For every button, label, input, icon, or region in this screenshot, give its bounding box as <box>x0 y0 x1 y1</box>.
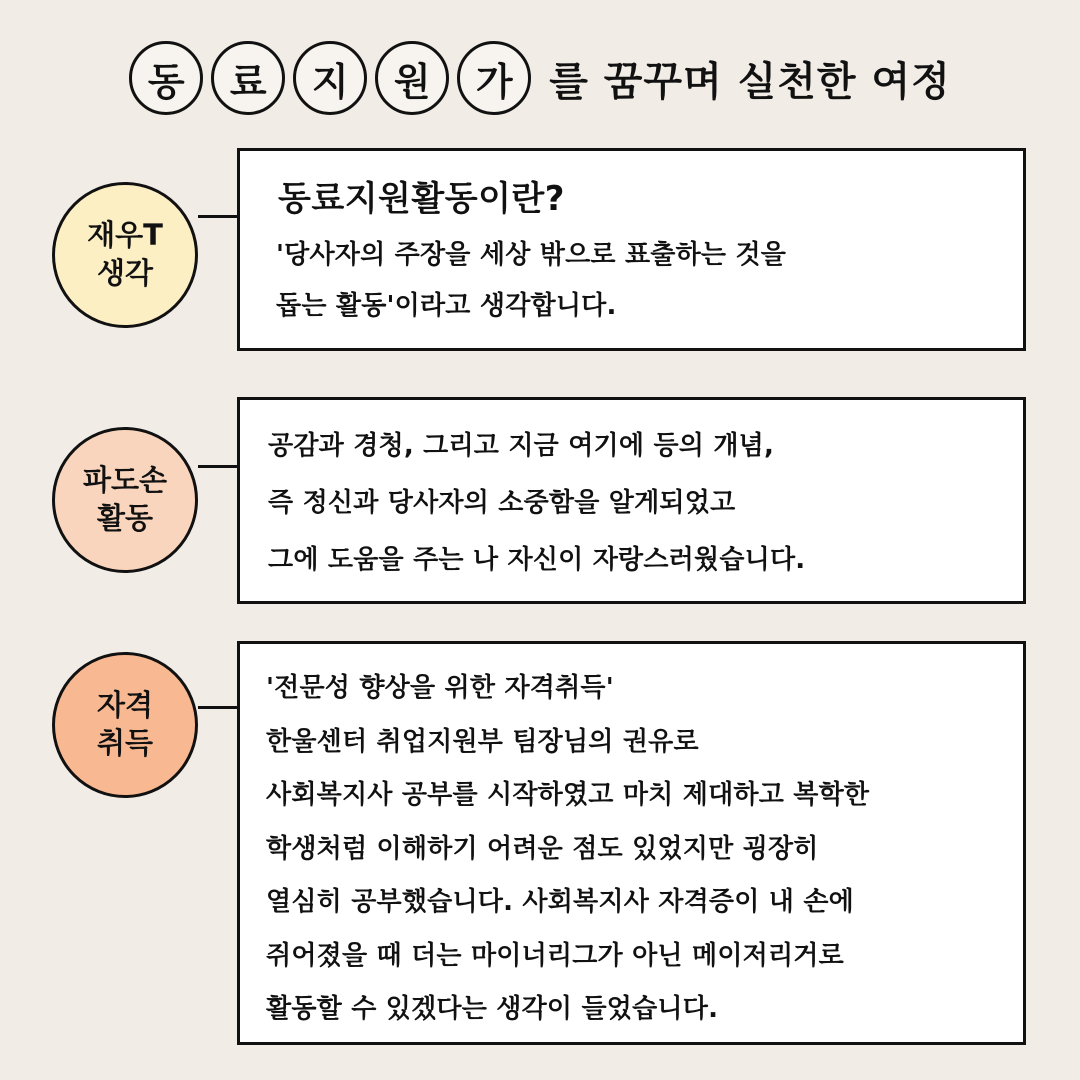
badge-line: 취득 <box>96 726 154 760</box>
connector-line <box>198 215 238 218</box>
body-line: 즉 정신과 당사자의 소중함을 알게되었고 <box>268 488 736 518</box>
title-circle-char: 지 <box>293 41 367 115</box>
title-circle-char: 동 <box>129 41 203 115</box>
badge-line: 활동 <box>96 501 154 535</box>
section-text-box <box>237 397 1026 604</box>
connector-line <box>198 706 238 709</box>
section-badge <box>52 182 198 328</box>
title-rest-text: 를 꿈꾸며 실천한 여정 <box>549 58 951 105</box>
title-circle-char: 료 <box>211 41 285 115</box>
badge-line: 재우T <box>87 218 163 253</box>
body-line: 한울센터 취업지원부 팀장님의 권유로 <box>266 726 699 757</box>
connector-line <box>198 465 238 468</box>
body-line: 돕는 활동'이라고 생각합니다. <box>276 291 617 321</box>
badge-line: 파도손 <box>82 463 168 498</box>
body-line: 학생처럼 이해하기 어려운 점도 있었지만 굉장히 <box>266 833 819 864</box>
body-line: 쥐어졌을 때 더는 마이너리그가 아닌 메이저리거로 <box>266 940 844 971</box>
section-body <box>266 662 1023 1037</box>
section-text-box <box>237 641 1026 1045</box>
body-line: 사회복지사 공부를 시작하였고 마치 제대하고 복학한 <box>266 780 870 810</box>
section-badge <box>52 427 198 573</box>
body-line: 열심히 공부했습니다. 사회복지사 자격증이 내 손에 <box>266 887 854 917</box>
section-heading: 동료지원활동이란? <box>278 179 565 219</box>
section-body <box>276 230 1023 332</box>
body-line: 그에 도움을 주는 나 자신이 자랑스러웠습니다. <box>268 545 806 575</box>
body-line: '전문성 향상을 위한 자격취득' <box>266 673 614 703</box>
section-badge <box>52 652 198 798</box>
badge-line: 생각 <box>96 256 154 290</box>
body-line: '당사자의 주장을 세상 밖으로 표출하는 것을 <box>276 240 787 270</box>
title-circle-char: 원 <box>375 41 449 115</box>
body-line: 공감과 경청, 그리고 지금 여기에 등의 개념, <box>268 431 775 461</box>
title-circle-char: 가 <box>457 41 531 115</box>
section-body <box>268 418 1023 589</box>
page-title <box>0 40 1080 116</box>
body-line: 활동할 수 있겠다는 생각이 들었습니다. <box>266 994 719 1024</box>
badge-line: 자격 <box>96 688 154 723</box>
section-text-box <box>237 148 1026 351</box>
